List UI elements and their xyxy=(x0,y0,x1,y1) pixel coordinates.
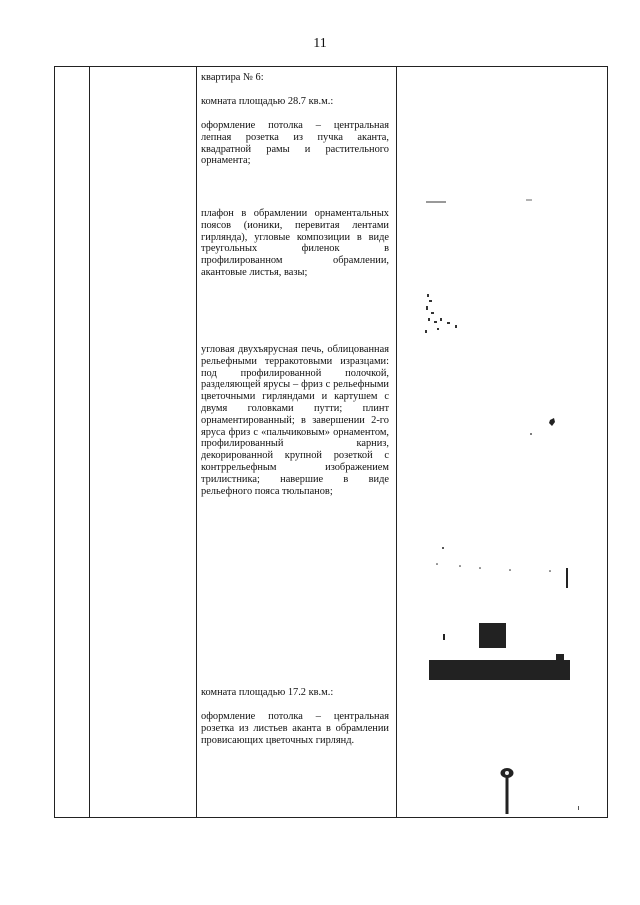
room-2-heading: комната площадью 17.2 кв.м.: xyxy=(201,687,334,698)
apartment-heading: квартира № 6: xyxy=(201,72,264,83)
ceiling-1-description: оформление потолка – центральная лепная розетка из пучка аканта, квадратной рамы и растительного орнамента; xyxy=(201,120,389,167)
table-border-left xyxy=(54,66,55,818)
ceiling-2-description: оформление потолка – центральная розетка из листьев аканта в обрамлении провисающих цветочных гирлянд. xyxy=(201,711,389,746)
stove-photo-remnant xyxy=(429,418,570,680)
rosette-photo-remnant xyxy=(501,768,580,814)
stove-description: угловая двухъярусная печь, облицованная рельефными терракотовыми изразцами: под профилированной полочкой, разделяющей ярусы – фриз с рельефными цветочными гирляндами и картушем с двумя головками путти; плинт орнаментированный; в завершении 2-го яруса фриз с «пальчиковым» орнаментом, профилированный карниз, декорированной крупной розеткой с контррельефным изображением трилистника; навершие в виде рельефного пояса тюльпанов; xyxy=(201,344,389,497)
page-number: 11 xyxy=(313,36,327,51)
plafond-description: плафон в обрамлении орнаментальных поясов (ионики, перевитая лентами гирлянда), угловые композиции в виде треугольных филенок в профилированном обрамлении, акантовые листья, вазы; xyxy=(201,208,389,278)
column-divider-3 xyxy=(396,66,397,818)
table-border-bottom xyxy=(54,817,608,818)
table-border-top xyxy=(54,66,608,67)
plafond-photo-remnant xyxy=(425,294,457,333)
column-divider-2 xyxy=(196,66,197,818)
column-divider-1 xyxy=(89,66,90,818)
room-1-heading: комната площадью 28.7 кв.м.: xyxy=(201,96,334,107)
table-border-right xyxy=(607,66,608,818)
photo-column-graphics xyxy=(400,68,606,816)
ceiling-photo-remnant xyxy=(426,200,532,202)
